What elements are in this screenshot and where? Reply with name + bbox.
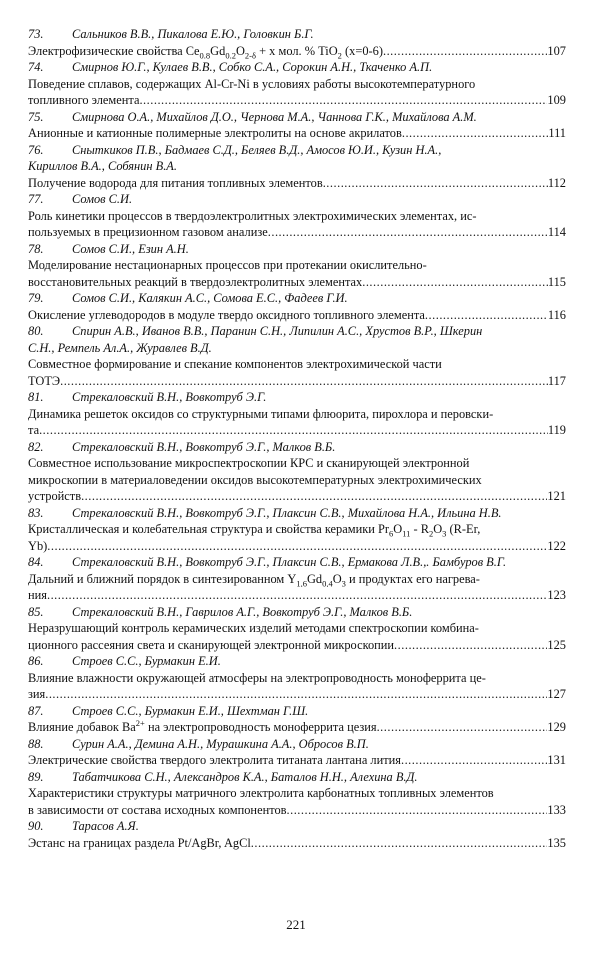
entry-number: 74.	[28, 60, 44, 74]
entry-title-last-line	[28, 686, 566, 703]
dot-leader	[377, 719, 548, 736]
entry-number: 86.	[28, 654, 44, 668]
toc-entry	[28, 818, 566, 851]
entry-title-last-line	[28, 43, 566, 60]
entry-title: в зависимости от состава исходных компонентов	[28, 802, 287, 817]
entry-title: Электрофизические свойства $Ce_{0.8}Gd_{0.2}O_{2-\delta} + x$ мол. % TiO$_2$ (x=0-6)	[28, 43, 383, 60]
table-of-contents	[28, 26, 566, 851]
toc-entry	[28, 703, 566, 736]
entry-number: 78.	[28, 241, 44, 256]
dot-leader	[323, 175, 548, 192]
entry-authors	[28, 59, 566, 76]
toc-entry	[28, 142, 566, 192]
dot-leader	[39, 422, 548, 439]
entry-number: 76.	[28, 142, 44, 157]
entry-authors	[28, 736, 566, 753]
entry-title: ния	[28, 588, 47, 602]
author-names: Спирин А.В., Иванов В.В., Паранин С.Н., Липилин А.С., Хрустов В.Р., Шкерин	[72, 324, 483, 338]
dot-leader	[81, 488, 547, 505]
entry-number: 90.	[28, 819, 44, 833]
dot-leader	[402, 125, 548, 142]
entry-title-line: Дальний и ближний порядок в синтезированном $Y_{1,6}Gd_{0,4}O_3$ и продуктах его нагрева-	[28, 571, 480, 587]
entry-page-number: 109	[547, 93, 566, 107]
entry-title-line: Характеристики структуры матричного электролита карбонатных топливных элементов	[28, 786, 494, 800]
entry-title-last-line	[28, 274, 566, 291]
entry-number: 84.	[28, 555, 44, 569]
entry-authors	[28, 604, 566, 621]
entry-title-last-line	[28, 802, 566, 819]
entry-page-number: 125	[547, 637, 566, 652]
page-number: 221	[286, 917, 306, 932]
entry-page-number: 135	[547, 835, 566, 850]
author-names: Табатчикова С.Н., Александров К.А., Баталов Н.Н., Алехина В.Д.	[72, 769, 418, 784]
entry-number: 79.	[28, 291, 44, 305]
entry-number: 75.	[28, 109, 44, 124]
entry-page-number: 107	[547, 43, 566, 58]
toc-entry	[28, 604, 566, 654]
entry-title-last-line	[28, 587, 566, 604]
toc-entry	[28, 323, 566, 389]
toc-entry	[28, 653, 566, 703]
author-names: Строев С.С., Бурмакин Е.И.	[72, 654, 221, 668]
entry-number: 87.	[28, 703, 44, 718]
author-names: Стрекаловский В.Н., Вовкотруб Э.Г., Малков В.Б.	[72, 439, 336, 454]
entry-page-number: 127	[547, 687, 566, 701]
entry-number: 88.	[28, 736, 44, 751]
dot-leader	[139, 92, 547, 109]
author-names: Тарасов А.Я.	[72, 819, 139, 833]
dot-leader	[60, 373, 548, 390]
entry-authors	[28, 323, 566, 340]
entry-page-number: 131	[547, 753, 566, 767]
entry-title-line: Неразрушающий контроль керамических изделий методами спектроскопии комбина-	[28, 621, 479, 635]
entry-number: 83.	[28, 505, 44, 520]
entry-number: 82.	[28, 439, 44, 454]
entry-title: Электрические свойства твердого электролита титаната лантана лития	[28, 753, 401, 767]
author-names: Сальников В.В., Пикалова Е.Ю., Головкин Б.Г.	[72, 27, 314, 41]
dot-leader	[47, 538, 547, 555]
author-names: Сурин А.А., Демина А.Н., Мурашкина А.А., Обросов В.П.	[72, 736, 369, 751]
entry-title: ТОТЭ	[28, 373, 61, 388]
author-names: Стрекаловский В.Н., Вовкотруб Э.Г., Плаксин С.В., Михайлова Н.А., Ильина Н.В.	[72, 505, 502, 520]
toc-entry	[28, 26, 566, 59]
entry-authors	[28, 109, 566, 126]
entry-page-number: 112	[547, 175, 566, 190]
entry-page-number: 115	[547, 274, 566, 289]
entry-title-last-line	[28, 637, 566, 654]
entry-authors	[28, 26, 566, 43]
author-names: Смирнова О.А., Михайлов Д.О., Чернова М.А., Чаннова Г.К., Михайлова А.М.	[72, 109, 477, 124]
dot-leader	[268, 224, 548, 241]
author-names: Стрекаловский В.Н., Вовкотруб Э.Г., Плаксин С.В., Ермакова Л.В.,. Бамбуров В.Г.	[72, 555, 507, 569]
entry-number: 77.	[28, 192, 44, 206]
entry-title-last-line	[28, 373, 566, 390]
author-names: Стрекаловский В.Н., Вовкотруб Э.Г.	[72, 390, 267, 404]
entry-title: устройств	[28, 489, 82, 503]
entry-authors	[28, 703, 566, 720]
toc-entry	[28, 241, 566, 291]
entry-authors	[28, 505, 566, 522]
entry-title: ционного рассеяния света и сканирующей электронной микроскопии	[28, 637, 395, 652]
dot-leader	[45, 686, 547, 703]
dot-leader	[47, 587, 547, 604]
entry-authors	[28, 554, 566, 571]
entry-authors	[28, 818, 566, 835]
entry-authors	[28, 653, 566, 670]
author-names: Стрекаловский В.Н., Гаврилов А.Г., Вовкотруб Э.Г., Малков В.Б.	[72, 604, 413, 619]
toc-entry	[28, 59, 566, 109]
author-names-continued: Кириллов В.А., Собянин В.А.	[28, 159, 177, 173]
entry-title-line: Динамика решеток оксидов со структурными типами флюорита, пирохлора и перовски-	[28, 406, 494, 421]
dot-leader	[394, 637, 547, 654]
author-names-continued: С.Н., Ремпель Ал.А., Журавлев В.Д.	[28, 340, 212, 355]
entry-title-line: микроскопии в материаловедении оксидов высокотемпературных электрохимических	[28, 472, 482, 487]
entry-authors	[28, 439, 566, 456]
entry-page-number: 116	[547, 307, 566, 322]
dot-leader	[425, 307, 548, 324]
entry-title-last-line	[28, 92, 566, 109]
entry-page-number: 119	[547, 423, 566, 437]
toc-entry	[28, 769, 566, 819]
entry-title: Yb)	[28, 538, 48, 553]
entry-page-number: 111	[548, 126, 566, 140]
author-names: Сомов С.И., Калякин А.С., Сомова Е.С., Фадеев Г.И.	[72, 291, 348, 305]
entry-title-last-line	[28, 422, 566, 439]
entry-page-number: 133	[547, 802, 566, 817]
entry-title-last-line	[28, 752, 566, 769]
entry-page-number: 117	[547, 373, 566, 388]
toc-entry	[28, 389, 566, 439]
entry-page-number: 123	[547, 588, 566, 602]
author-names: Сомов С.И.	[72, 192, 133, 206]
entry-title-last-line	[28, 835, 566, 852]
entry-authors	[28, 389, 566, 406]
dot-leader	[287, 802, 548, 819]
entry-title-last-line	[28, 125, 566, 142]
entry-title: зия	[28, 687, 46, 701]
entry-title-line: Совместное использование микроспектроскопии КРС и сканирующей электронной	[28, 456, 470, 470]
entry-number: 89.	[28, 769, 44, 784]
entry-page-number: 121	[547, 489, 566, 503]
entry-number: 80.	[28, 324, 44, 338]
toc-entry	[28, 554, 566, 604]
entry-title: Окисление углеводородов в модуле твердо оксидного топливного элемента	[28, 307, 425, 322]
entry-page-number: 122	[547, 538, 566, 553]
entry-authors	[28, 142, 566, 159]
entry-title: Анионные и катионные полимерные электролиты на основе акрилатов	[28, 126, 402, 140]
entry-title-line: Моделирование нестационарных процессов при протекании окислительно-	[28, 258, 427, 272]
entry-title: Влияние добавок $Ba^{2+}$ на электропроводность моноферрита цезия	[28, 717, 377, 734]
entry-authors	[28, 191, 566, 208]
entry-page-number: 114	[547, 225, 566, 239]
entry-title-line: Роль кинетики процессов в твердоэлектролитных электрохимических элементах, ис-	[28, 208, 477, 223]
entry-title-line: Поведение сплавов, содержащих Al-Cr-Ni в условиях работы высокотемпературного	[28, 76, 476, 91]
dot-leader	[401, 752, 547, 769]
entry-title-last-line	[28, 719, 566, 736]
entry-page-number: 129	[547, 720, 566, 734]
author-names: Строев С.С., Бурмакин Е.И., Шехтман Г.Ш.	[72, 703, 309, 718]
entry-title: топливного элемента	[28, 93, 140, 107]
entry-title: та	[28, 423, 40, 437]
toc-entry	[28, 290, 566, 323]
entry-title-last-line	[28, 224, 566, 241]
entry-title: пользуемых в прецизионном газовом анализе	[28, 225, 268, 239]
entry-authors	[28, 241, 566, 258]
entry-title-last-line	[28, 538, 566, 555]
toc-entry	[28, 191, 566, 241]
entry-title-line: Кристаллическая и колебательная структура и свойства керамики $Pr_6O_{11} - R_2O_3$ (R-Er,	[28, 522, 481, 538]
author-names: Сныткиков П.В., Бадмаев С.Д., Беляев В.Д., Амосов Ю.И., Кузин Н.А.,	[72, 142, 442, 157]
entry-authors	[28, 290, 566, 307]
entry-title: восстановительных реакций в твердоэлектролитных элементах	[28, 274, 363, 289]
entry-number: 81.	[28, 390, 44, 404]
toc-entry	[28, 439, 566, 505]
entry-authors	[28, 769, 566, 786]
toc-entry	[28, 505, 566, 555]
toc-entry	[28, 109, 566, 142]
dot-leader	[362, 274, 548, 291]
author-names: Сомов С.И., Езин А.Н.	[72, 241, 189, 256]
entry-title: Получение водорода для питания топливных элементов	[28, 175, 323, 190]
entry-title-line: Влияние влажности окружающей атмосферы на электропроводность моноферрита це-	[28, 670, 486, 685]
toc-entry	[28, 736, 566, 769]
entry-title-line: Совместное формирование и спекание компонентов электрохимической части	[28, 357, 442, 371]
entry-number: 73.	[28, 27, 44, 41]
entry-title-last-line	[28, 488, 566, 505]
entry-title: Эстанс на границах раздела Pt/AgBr, AgCl	[28, 835, 251, 850]
entry-title-last-line	[28, 175, 566, 192]
dot-leader	[383, 43, 547, 60]
dot-leader	[251, 835, 548, 852]
entry-title-last-line	[28, 307, 566, 324]
entry-number: 85.	[28, 604, 44, 619]
author-names: Смирнов Ю.Г., Кулаев В.В., Собко С.А., Сорокин А.Н., Ткаченко А.П.	[72, 60, 433, 74]
